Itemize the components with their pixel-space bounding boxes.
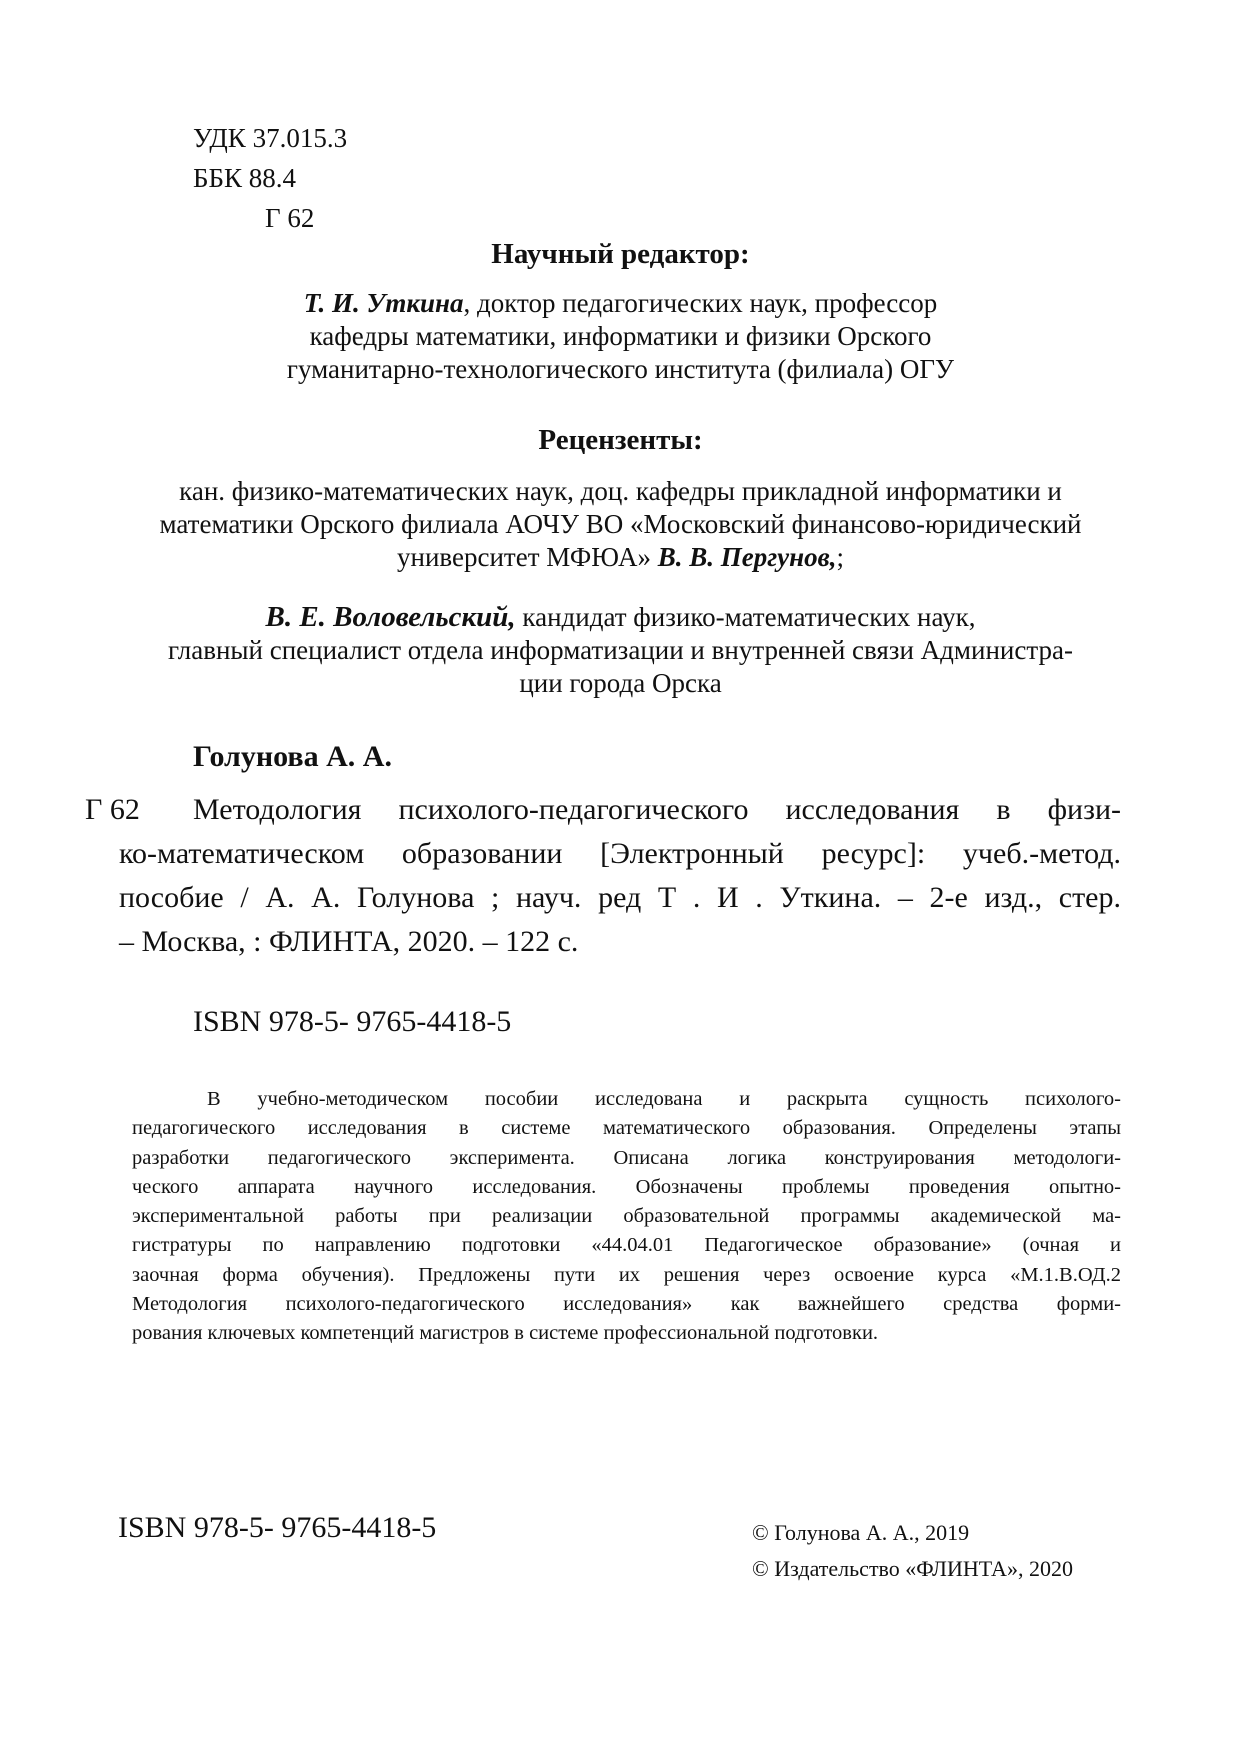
reviewer-2-name: В. Е. Воловельский, bbox=[265, 601, 516, 633]
editor-name: Т. И. Уткина bbox=[303, 288, 464, 318]
editor-line-3: гуманитарно-технологического института (филиала) ОГУ bbox=[286, 354, 955, 384]
reviewer-1-name: В. В. Пергунов, bbox=[657, 542, 837, 572]
bib-line-4: – Москва, : ФЛИНТА, 2020. – 122 с. bbox=[119, 925, 579, 958]
editor-heading: Научный редактор: bbox=[491, 238, 750, 270]
editor-info bbox=[60, 287, 1181, 386]
bib-line-3: пособие / А. А. Голунова ; науч. ред Т . И . Уткина. – 2-е изд., стер. bbox=[119, 881, 1121, 914]
author-sign-code: Г 62 bbox=[265, 203, 315, 233]
reviewer-2-line-3: ции города Орска bbox=[519, 668, 722, 698]
reviewer-1-line-3 bbox=[60, 541, 1181, 574]
isbn-main: ISBN 978-5- 9765-4418-5 bbox=[193, 1005, 512, 1038]
reviewer-2-line-2: главный специалист отдела информатизации и внутренней связи Администра- bbox=[168, 635, 1073, 665]
abstract-line: гистратуры по направлению подготовки «44.04.01 Педагогическое образование» (очная и bbox=[132, 1234, 1121, 1257]
editor-line-2: кафедры математики, информатики и физики Орского bbox=[309, 321, 932, 351]
reviewer-1-suffix: ; bbox=[836, 542, 844, 572]
reviewers-heading: Рецензенты: bbox=[538, 424, 703, 456]
reviewer-2-title: кандидат физико-математических наук, bbox=[515, 602, 976, 632]
abstract-line: заочная форма обучения). Предложены пути их решения через освоение курса «М.1.В.ОД.2 bbox=[132, 1263, 1121, 1286]
abstract-line: В учебно-методическом пособии исследована и раскрыта сущность психолого- bbox=[207, 1088, 1121, 1110]
bib-author-sign: Г 62 bbox=[85, 793, 140, 826]
reviewer-1-line-2: математики Орского филиала АОЧУ ВО «Московский финансово-юридический bbox=[159, 509, 1082, 539]
bib-line-2: ко-математическом образовании [Электронный ресурс]: учеб.-метод. bbox=[119, 837, 1121, 870]
bib-line-1: Методология психолого-педагогического исследования в физи- bbox=[193, 793, 1121, 826]
reviewer-2 bbox=[60, 601, 1181, 700]
copyright-publisher: © Издательство «ФЛИНТА», 2020 bbox=[752, 1556, 1073, 1581]
abstract-line: рования ключевых компетенций магистров в системе профессиональной подготовки. bbox=[132, 1322, 879, 1345]
copyright-author: © Голунова А. А., 2019 bbox=[752, 1520, 970, 1545]
udk-code: УДК 37.015.3 bbox=[193, 123, 348, 153]
reviewer-2-line-1 bbox=[60, 601, 1181, 634]
reviewer-1-affiliation: университет МФЮА» bbox=[397, 542, 658, 572]
abstract-line: разработки педагогического эксперимента. Описана логика конструирования методологи- bbox=[132, 1146, 1121, 1169]
reviewer-1-line-1: кан. физико-математических наук, доц. кафедры прикладной информатики и bbox=[179, 476, 1062, 506]
bibliographic-description bbox=[119, 788, 1121, 964]
classification-block bbox=[193, 118, 347, 238]
abstract-line: педагогического исследования в системе математического образования. Определены этапы bbox=[132, 1117, 1121, 1140]
isbn-footer: ISBN 978-5- 9765-4418-5 bbox=[118, 1511, 437, 1544]
bib-author: Голунова А. А. bbox=[193, 740, 392, 773]
editor-title: , доктор педагогических наук, профессор bbox=[463, 288, 938, 318]
bbk-code: ББК 88.4 bbox=[193, 163, 297, 193]
reviewer-1 bbox=[60, 475, 1181, 574]
abstract-line: ческого аппарата научного исследования. Обозначены проблемы проведения опытно- bbox=[132, 1175, 1121, 1198]
abstract bbox=[132, 1085, 1121, 1349]
abstract-line: Методология психолого-педагогического исследования» как важнейшего средства форми- bbox=[132, 1293, 1121, 1316]
editor-line-1 bbox=[60, 287, 1181, 320]
abstract-line: экспериментальной работы при реализации образовательной программы академической ма- bbox=[132, 1205, 1121, 1228]
copyright-block bbox=[752, 1515, 1073, 1587]
